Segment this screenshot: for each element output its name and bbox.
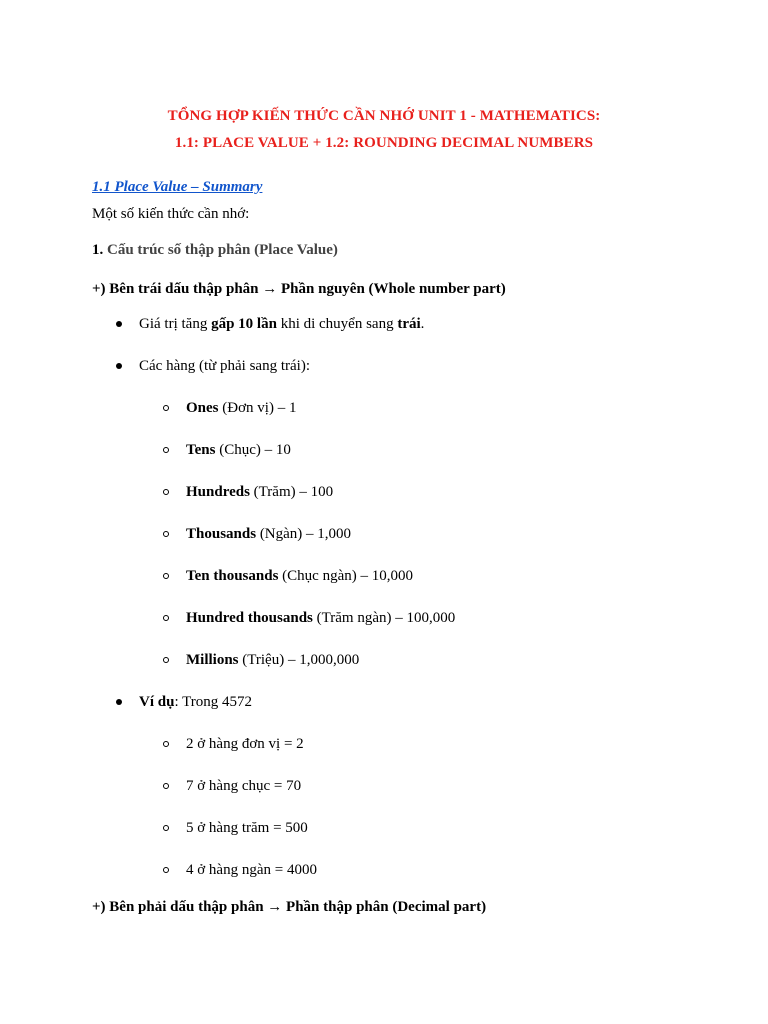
decimal-part-heading: +) Bên phải dấu thập phân → Phần thập phân (Decimal part) bbox=[92, 899, 487, 915]
bullet-1-text-mid: khi di chuyển sang bbox=[276, 316, 398, 332]
place-name: Ones bbox=[186, 400, 219, 416]
example-item: 5 ở hàng trăm = 500 bbox=[186, 820, 308, 836]
whole-number-heading: +) Bên trái dấu thập phân → Phần nguyên (Whole number part) bbox=[92, 281, 506, 297]
section-1-number: 1. bbox=[92, 242, 104, 258]
sub-bullet-circle bbox=[163, 867, 169, 873]
sub-bullet-circle bbox=[163, 573, 169, 579]
place-item-millions bbox=[186, 650, 359, 670]
sub-bullet-circle bbox=[163, 405, 169, 411]
intro-text: Một số kiến thức cần nhớ: bbox=[92, 206, 250, 222]
example-label: Ví dụ bbox=[139, 694, 175, 710]
place-name: Hundred thousands bbox=[186, 610, 313, 626]
place-detail: (Đơn vị) – 1 bbox=[218, 400, 297, 416]
bullet-dot bbox=[116, 321, 122, 327]
place-item-thousands bbox=[186, 524, 351, 544]
place-name: Ten thousands bbox=[186, 568, 279, 584]
bullet-1-text-pre: Giá trị tăng bbox=[139, 316, 212, 332]
sub-bullet-circle bbox=[163, 741, 169, 747]
bullet-dot bbox=[116, 699, 122, 705]
place-detail: (Ngàn) – 1,000 bbox=[256, 526, 352, 542]
sub-bullet-circle bbox=[163, 489, 169, 495]
sub-bullet-circle bbox=[163, 825, 169, 831]
sub-bullet-circle bbox=[163, 615, 169, 621]
example-item: 7 ở hàng chục = 70 bbox=[186, 778, 302, 794]
bullet-1-bold-1: gấp 10 lần bbox=[211, 316, 277, 332]
place-item-hundreds bbox=[186, 482, 333, 502]
sub-bullet-circle bbox=[163, 531, 169, 537]
sub-bullet-circle bbox=[163, 783, 169, 789]
bullet-value-increase bbox=[139, 314, 424, 334]
section-1-heading bbox=[92, 240, 338, 260]
place-detail: (Chục ngàn) – 10,000 bbox=[278, 568, 413, 584]
bullet-1-text-post: . bbox=[420, 316, 425, 332]
example-bullet bbox=[139, 692, 252, 712]
section-1-title: Cấu trúc số thập phân (Place Value) bbox=[103, 242, 338, 258]
place-detail: (Trăm) – 100 bbox=[249, 484, 334, 500]
place-item-hundred-thousands bbox=[186, 608, 455, 628]
example-text: : Trong 4572 bbox=[174, 694, 252, 710]
sub-bullet-circle bbox=[163, 657, 169, 663]
place-name: Millions bbox=[186, 652, 239, 668]
place-name: Thousands bbox=[186, 526, 257, 542]
bullet-1-bold-2: trái bbox=[397, 316, 421, 332]
document-title-line-2: 1.1: PLACE VALUE + 1.2: ROUNDING DECIMAL NUMBERS bbox=[174, 135, 594, 151]
bullet-places-intro: Các hàng (từ phải sang trái): bbox=[139, 358, 310, 374]
summary-link[interactable]: 1.1 Place Value – Summary bbox=[92, 179, 263, 195]
example-item: 4 ở hàng ngàn = 4000 bbox=[186, 862, 317, 878]
place-name: Hundreds bbox=[186, 484, 250, 500]
summary-link-row bbox=[92, 177, 262, 197]
place-item-ones bbox=[186, 398, 296, 418]
document-title-line-1: TỔNG HỢP KIẾN THỨC CẦN NHỚ UNIT 1 - MATHEMATICS: bbox=[167, 108, 601, 124]
place-name: Tens bbox=[186, 442, 216, 458]
example-item: 2 ở hàng đơn vị = 2 bbox=[186, 736, 304, 752]
place-item-tens bbox=[186, 440, 291, 460]
place-item-ten-thousands bbox=[186, 566, 413, 586]
sub-bullet-circle bbox=[163, 447, 169, 453]
place-detail: (Chục) – 10 bbox=[215, 442, 291, 458]
bullet-dot bbox=[116, 363, 122, 369]
place-detail: (Trăm ngàn) – 100,000 bbox=[312, 610, 456, 626]
place-detail: (Triệu) – 1,000,000 bbox=[238, 652, 360, 668]
